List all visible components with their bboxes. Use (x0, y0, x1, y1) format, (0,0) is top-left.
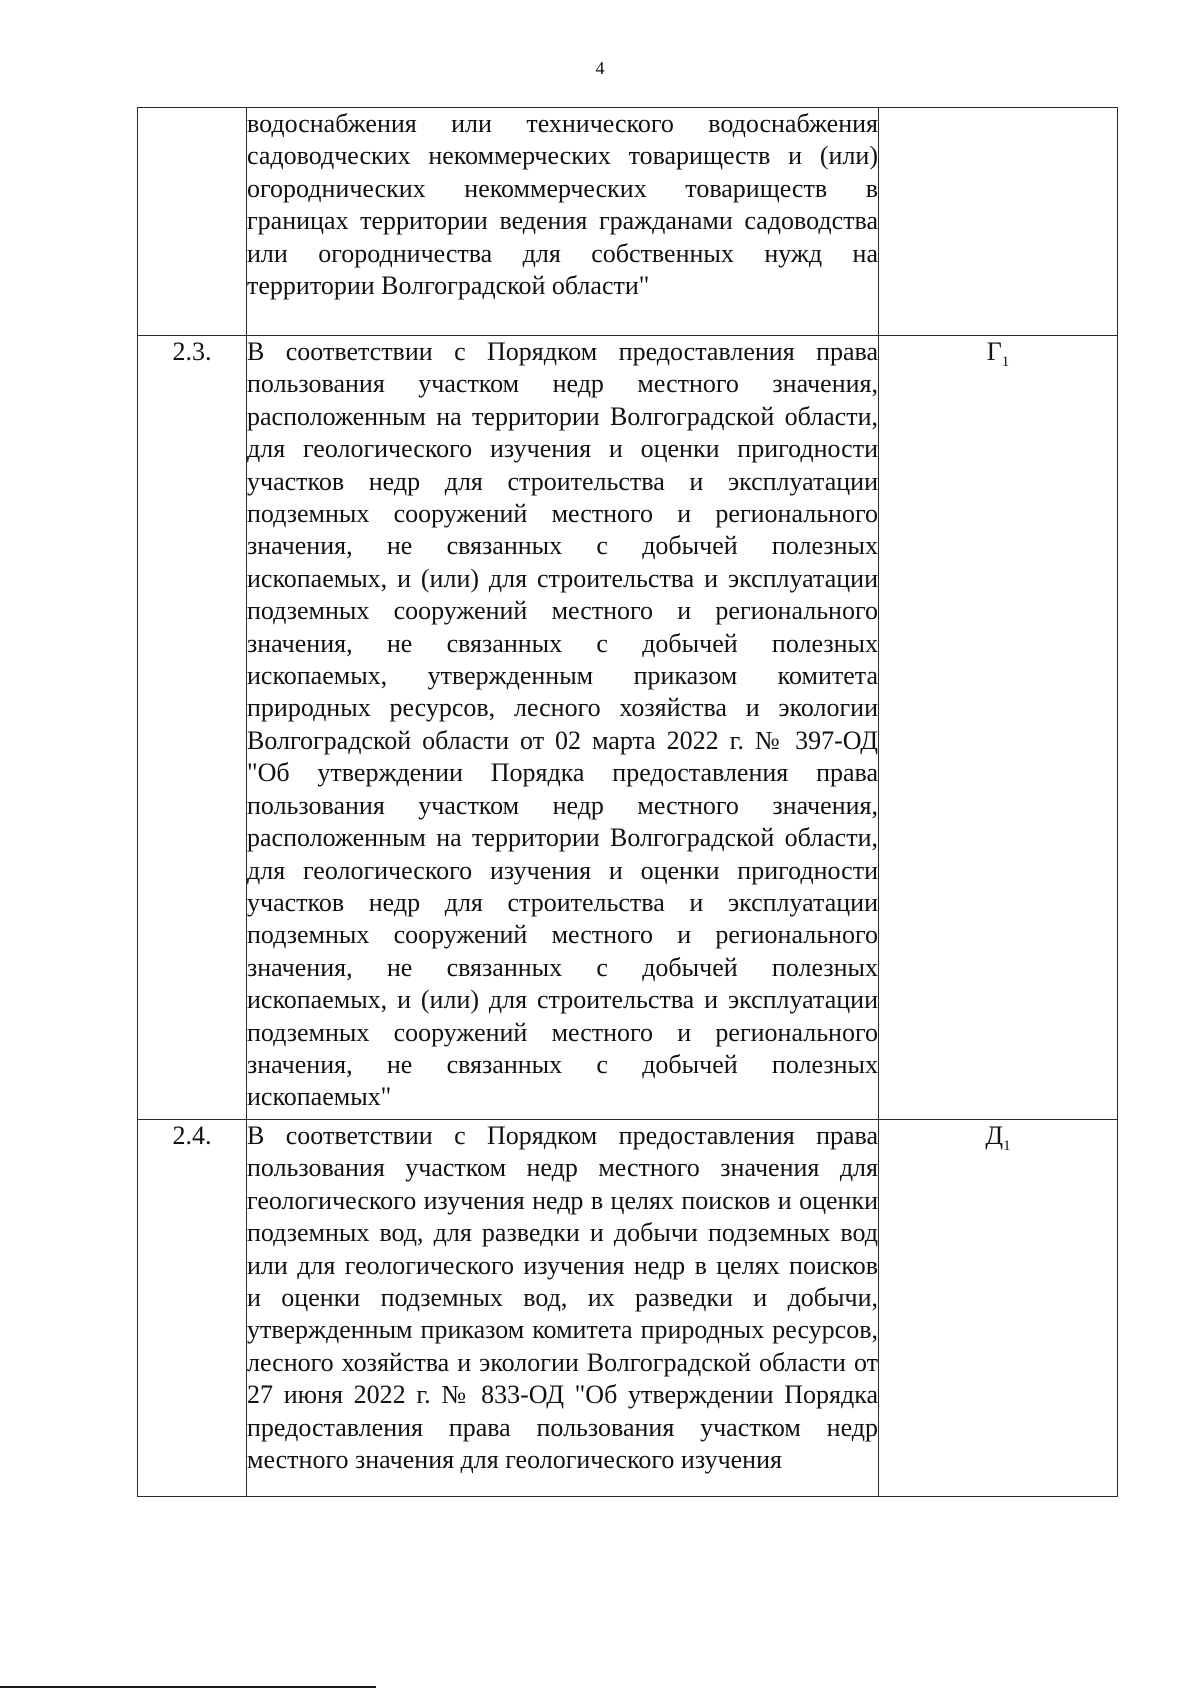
table-row (138, 336, 1118, 1120)
code-letter: Д (985, 1121, 1004, 1150)
row-text-cell: водоснабжения или технического водоснабжения садоводческих некоммерческих товариществ и (или) огороднических некоммерческих товариществ в границах территории ведения гражданами садоводства или огородничества для собственных нужд на территории Волгоградской области" (247, 108, 879, 336)
row-number-cell: 2.3. (138, 336, 247, 1120)
code-letter: Г (986, 337, 1002, 366)
code-subscript: 1 (1001, 354, 1010, 371)
table-row (138, 1120, 1118, 1497)
row-code-cell (879, 108, 1118, 336)
row-text-cell: В соответствии с Порядком предоставления права пользования участком недр местного значения для геологического изучения недр в целях поисков и оценки подземных вод, для разведки и добычи подземных вод или для геологического изучения недр в целях поисков и оценки подземных вод, их разведки и добычи, утвержденным приказом комитета природных ресурсов, лесного хозяйства и экологии Волгоградской области от 27 июня 2022 г. № 833-ОД "Об утверждении Порядка предоставления права пользования участком недр местного значения для геологического изучения (247, 1120, 879, 1497)
document-table (137, 107, 1118, 1497)
row-code-cell (879, 336, 1118, 1120)
footnote-divider (0, 1686, 376, 1688)
page-number: 4 (595, 58, 605, 78)
row-number-cell: 2.4. (138, 1120, 247, 1497)
row-text-cell: В соответствии с Порядком предоставления права пользования участком недр местного значения, расположенным на территории Волгоградской области, для геологического изучения и оценки пригодности участков недр для строительства и эксплуатации подземных сооружений местного и регионального значения, не связанных с добычей полезных ископаемых, и (или) для строительства и эксплуатации подземных сооружений местного и регионального значения, не связанных с добычей полезных ископаемых, утвержденным приказом комитета природных ресурсов, лесного хозяйства и экологии Волгоградской области от 02 марта 2022 г. № 397-ОД "Об утверждении Порядка предоставления права пользования участком недр местного значения, расположенным на территории Волгоградской области, для геологического изучения и оценки пригодности участков недр для строительства и эксплуатации подземных сооружений местного и регионального значения, не связанных с добычей полезных ископаемых, и (или) для строительства и эксплуатации подземных сооружений местного и регионального значения, не связанных с добычей полезных ископаемых" (247, 336, 879, 1120)
code-subscript: 1 (1003, 1138, 1011, 1155)
row-number-cell (138, 108, 247, 336)
table-row (138, 108, 1118, 336)
row-code-cell (879, 1120, 1118, 1497)
